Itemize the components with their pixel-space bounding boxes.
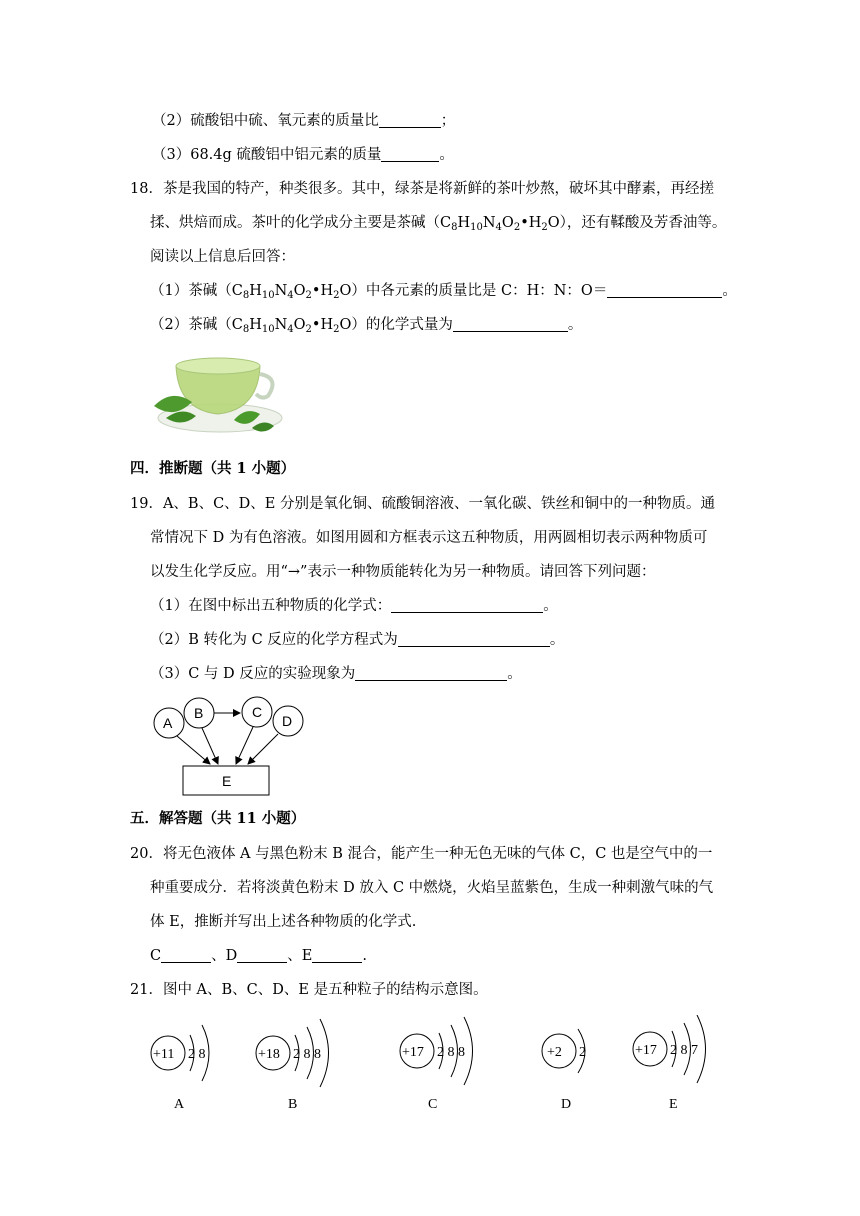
nucleus-b: +18 [258, 1047, 280, 1062]
atom-structure-diagrams [140, 1015, 740, 1120]
q19-part3: （3）C 与 D 反应的实验现象为 。 [150, 666, 522, 682]
label-c: C [428, 1097, 438, 1112]
q18-part1: （1）茶碱$(C_8H_{10}N_4O_2•H_2O)$中各元素的质量比是 C：H：N：O＝ 。 [150, 283, 737, 301]
label-c: C [252, 704, 263, 720]
q19-part1: （1）在图中标出五种物质的化学式： 。 [150, 598, 558, 614]
q19-part2: （2）B 转化为 C 反应的化学方程式为 。 [150, 632, 565, 648]
section5-title: 五．解答题（共 11 小题） [130, 810, 306, 827]
shells-a: 2 8 [188, 1047, 206, 1062]
label-a: A [163, 715, 173, 731]
q17-part2: （2）硫酸铝中硫、氧元素的质量比 ； [152, 113, 456, 129]
teacup-image [148, 348, 286, 440]
q19-line1: 19．A、B、C、D、E 分别是氧化铜、硫酸铜溶液、一氧化碳、铁丝和铜中的一种物质。通 [130, 496, 715, 512]
nucleus-e: +17 [635, 1043, 657, 1058]
answer-blank[interactable] [355, 664, 507, 681]
atom-e [633, 1015, 706, 1112]
q21-line1: 21．图中 A、B、C、D、E 是五种粒子的结构示意图。 [130, 982, 488, 998]
q20-answers: C 、D 、E . [150, 948, 367, 964]
label-d: D [561, 1097, 572, 1112]
shells-b: 2 8 8 [293, 1047, 321, 1062]
nucleus-c: +17 [402, 1045, 424, 1060]
label-d: D [282, 713, 293, 729]
label-a: A [174, 1097, 185, 1112]
answer-blank[interactable] [381, 145, 439, 162]
answer-blank-c[interactable] [161, 946, 211, 963]
atom-c [400, 1017, 473, 1112]
atom-b [256, 1019, 329, 1112]
q20-line2: 种重要成分．若将淡黄色粉末 D 放入 C 中燃烧，火焰呈蓝紫色，生成一种刺激气味的气 [150, 880, 714, 896]
answer-blank[interactable] [391, 596, 543, 613]
section4-title: 四．推断题（共 1 小题） [130, 460, 296, 477]
shells-c: 2 8 8 [437, 1045, 465, 1060]
reaction-diagram [150, 696, 310, 800]
answer-blank-e[interactable] [312, 946, 362, 963]
atom-a [151, 1025, 209, 1112]
q17-part3: （3）68.4g 硫酸铝中铝元素的质量 。 [152, 147, 454, 163]
q18-line3: 阅读以上信息后回答： [150, 249, 295, 265]
q18-line1: 18．茶是我国的特产，种类很多。其中，绿茶是将新鲜的茶叶炒熬，破坏其中酵素，再经搓 [130, 181, 714, 197]
q18-line2: 揉、烘焙而成。茶叶的化学成分主要是茶碱$(C_8H_{10}N_4O_2•H_2O)$，还有鞣酸及芳香油等。 [150, 215, 727, 233]
shells-d: 2 [579, 1045, 586, 1060]
label-b: B [194, 705, 204, 721]
q19-line2: 常情况下 D 为有色溶液。如图用圆和方框表示这五种物质，用两圆相切表示两种物质可 [150, 530, 708, 546]
q18-part2: （2）茶碱$(C_8H_{10}N_4O_2•H_2O)$的化学式量为 。 [150, 317, 583, 335]
atom-d [542, 1029, 586, 1112]
nucleus-a: +11 [153, 1047, 175, 1062]
q20-line1: 20．将无色液体 A 与黑色粉末 B 混合，能产生一种无色无味的气体 C，C 也是空气中的一 [130, 846, 713, 862]
shells-e: 2 8 7 [670, 1043, 698, 1058]
answer-blank-d[interactable] [237, 946, 287, 963]
answer-blank[interactable] [607, 281, 722, 298]
label-e: E [669, 1097, 678, 1112]
label-e: E [222, 773, 232, 789]
q20-line3: 体 E，推断并写出上述各种物质的化学式. [150, 914, 417, 930]
label-b: B [288, 1097, 298, 1112]
answer-blank[interactable] [379, 111, 441, 128]
nucleus-d: +2 [547, 1045, 562, 1060]
q19-line3: 以发生化学反应。用“→”表示一种物质能转化为另一种物质。请回答下列问题： [150, 564, 656, 580]
answer-blank[interactable] [453, 315, 568, 332]
answer-blank[interactable] [398, 630, 550, 647]
